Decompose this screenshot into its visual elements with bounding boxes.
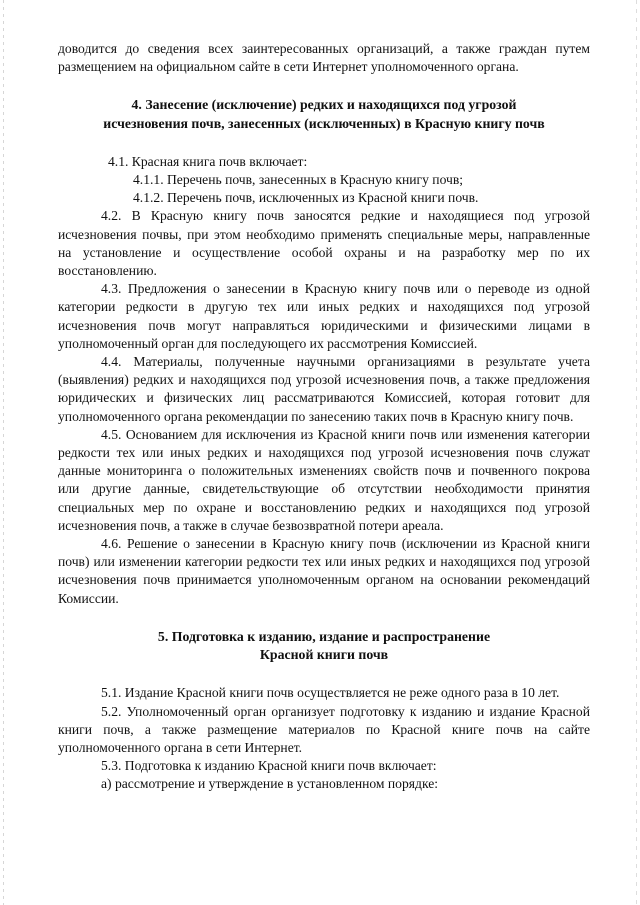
paragraph-5-2: 5.2. Уполномоченный орган организует подготовку к изданию и издание Красной книги почв, а также размещение материалов по Красной книге почв на сайте уполномоченного органа в сети Интернет.: [58, 703, 590, 755]
paragraph-4-1-2: 4.1.2. Перечень почв, исключенных из Красной книги почв.: [133, 190, 479, 206]
paragraph-4-3: 4.3. Предложения о занесении в Красную книгу почв или о переводе из одной категории редкости в другую тех или иных редких и находящихся под угрозой исчезновения почв могут направляться юридическими и физическими лицами в уполномоченный орган для последующего их рассмотрения Комиссией.: [58, 281, 590, 351]
document-body: [58, 40, 590, 794]
paragraph-4-5: 4.5. Основанием для исключения из Красной книги почв или изменения категории редкости тех или иных редких и находящихся под угрозой исчезновения почв служат данные мониторинга о положительных изменениях свойств почв и почвенного покрова или другие данные, свидетельствующие об отсутствии необходимости принятия специальных мер по охране и восстановлению редких и находящихся под угрозой исчезновения почв, а также в случае безвозвратной потери ареала.: [58, 426, 590, 533]
paragraph-4-2: 4.2. В Красную книгу почв заносятся редкие и находящиеся под угрозой исчезновения почвы, при этом необходимо применять специальные меры, направленные на установление и осуществление особой охраны и на разработку мер по их восстановлению.: [58, 208, 590, 279]
paragraph-5-3-a: а) рассмотрение и утверждение в установленном порядке:: [101, 776, 439, 792]
section-5-title-line1: 5. Подготовка к изданию, издание и распространение: [157, 628, 491, 644]
section-4-title-line2: исчезновения почв, занесенных (исключенных) в Красную книгу почв: [103, 115, 545, 131]
scan-edge-right: [636, 0, 637, 905]
scan-edge-left: [3, 0, 4, 905]
section-4-title-line1: 4. Занесение (исключение) редких и находящихся под угрозой: [131, 97, 517, 113]
paragraph-4-4: 4.4. Материалы, полученные научными организациями в результате учета (выявления) редких и находящихся под угрозой исчезновения почв, а также предложения юридических и физических лиц рассматриваются Комиссией, которая готовит для уполномоченного органа рекомендации по занесению таких почв в Красную книгу почв.: [58, 354, 590, 424]
paragraph-4-1: 4.1. Красная книга почв включает:: [108, 153, 308, 169]
paragraph-5-1: 5.1. Издание Красной книги почв осуществляется не реже одного раза в 10 лет.: [101, 685, 560, 701]
section-4-heading: [58, 96, 590, 132]
paragraph-4-6: 4.6. Решение о занесении в Красную книгу почв (исключении из Красной книги почв) или изменении категории редкости тех или иных редких и находящихся под угрозой исчезновения почв принимается уполномоченным органом на основании рекомендаций Комиссии.: [58, 536, 590, 606]
paragraph-5-3: 5.3. Подготовка к изданию Красной книги почв включает:: [101, 758, 437, 774]
section-5-title-line2: Красной книги почв: [259, 647, 389, 663]
paragraph-4-1-1: 4.1.1. Перечень почв, занесенных в Красную книгу почв;: [133, 172, 464, 188]
section-5-heading: [58, 628, 590, 664]
intro-paragraph: доводится до сведения всех заинтересованных организаций, а также граждан путем размещением на официальном сайте в сети Интернет уполномоченного органа.: [58, 41, 590, 75]
